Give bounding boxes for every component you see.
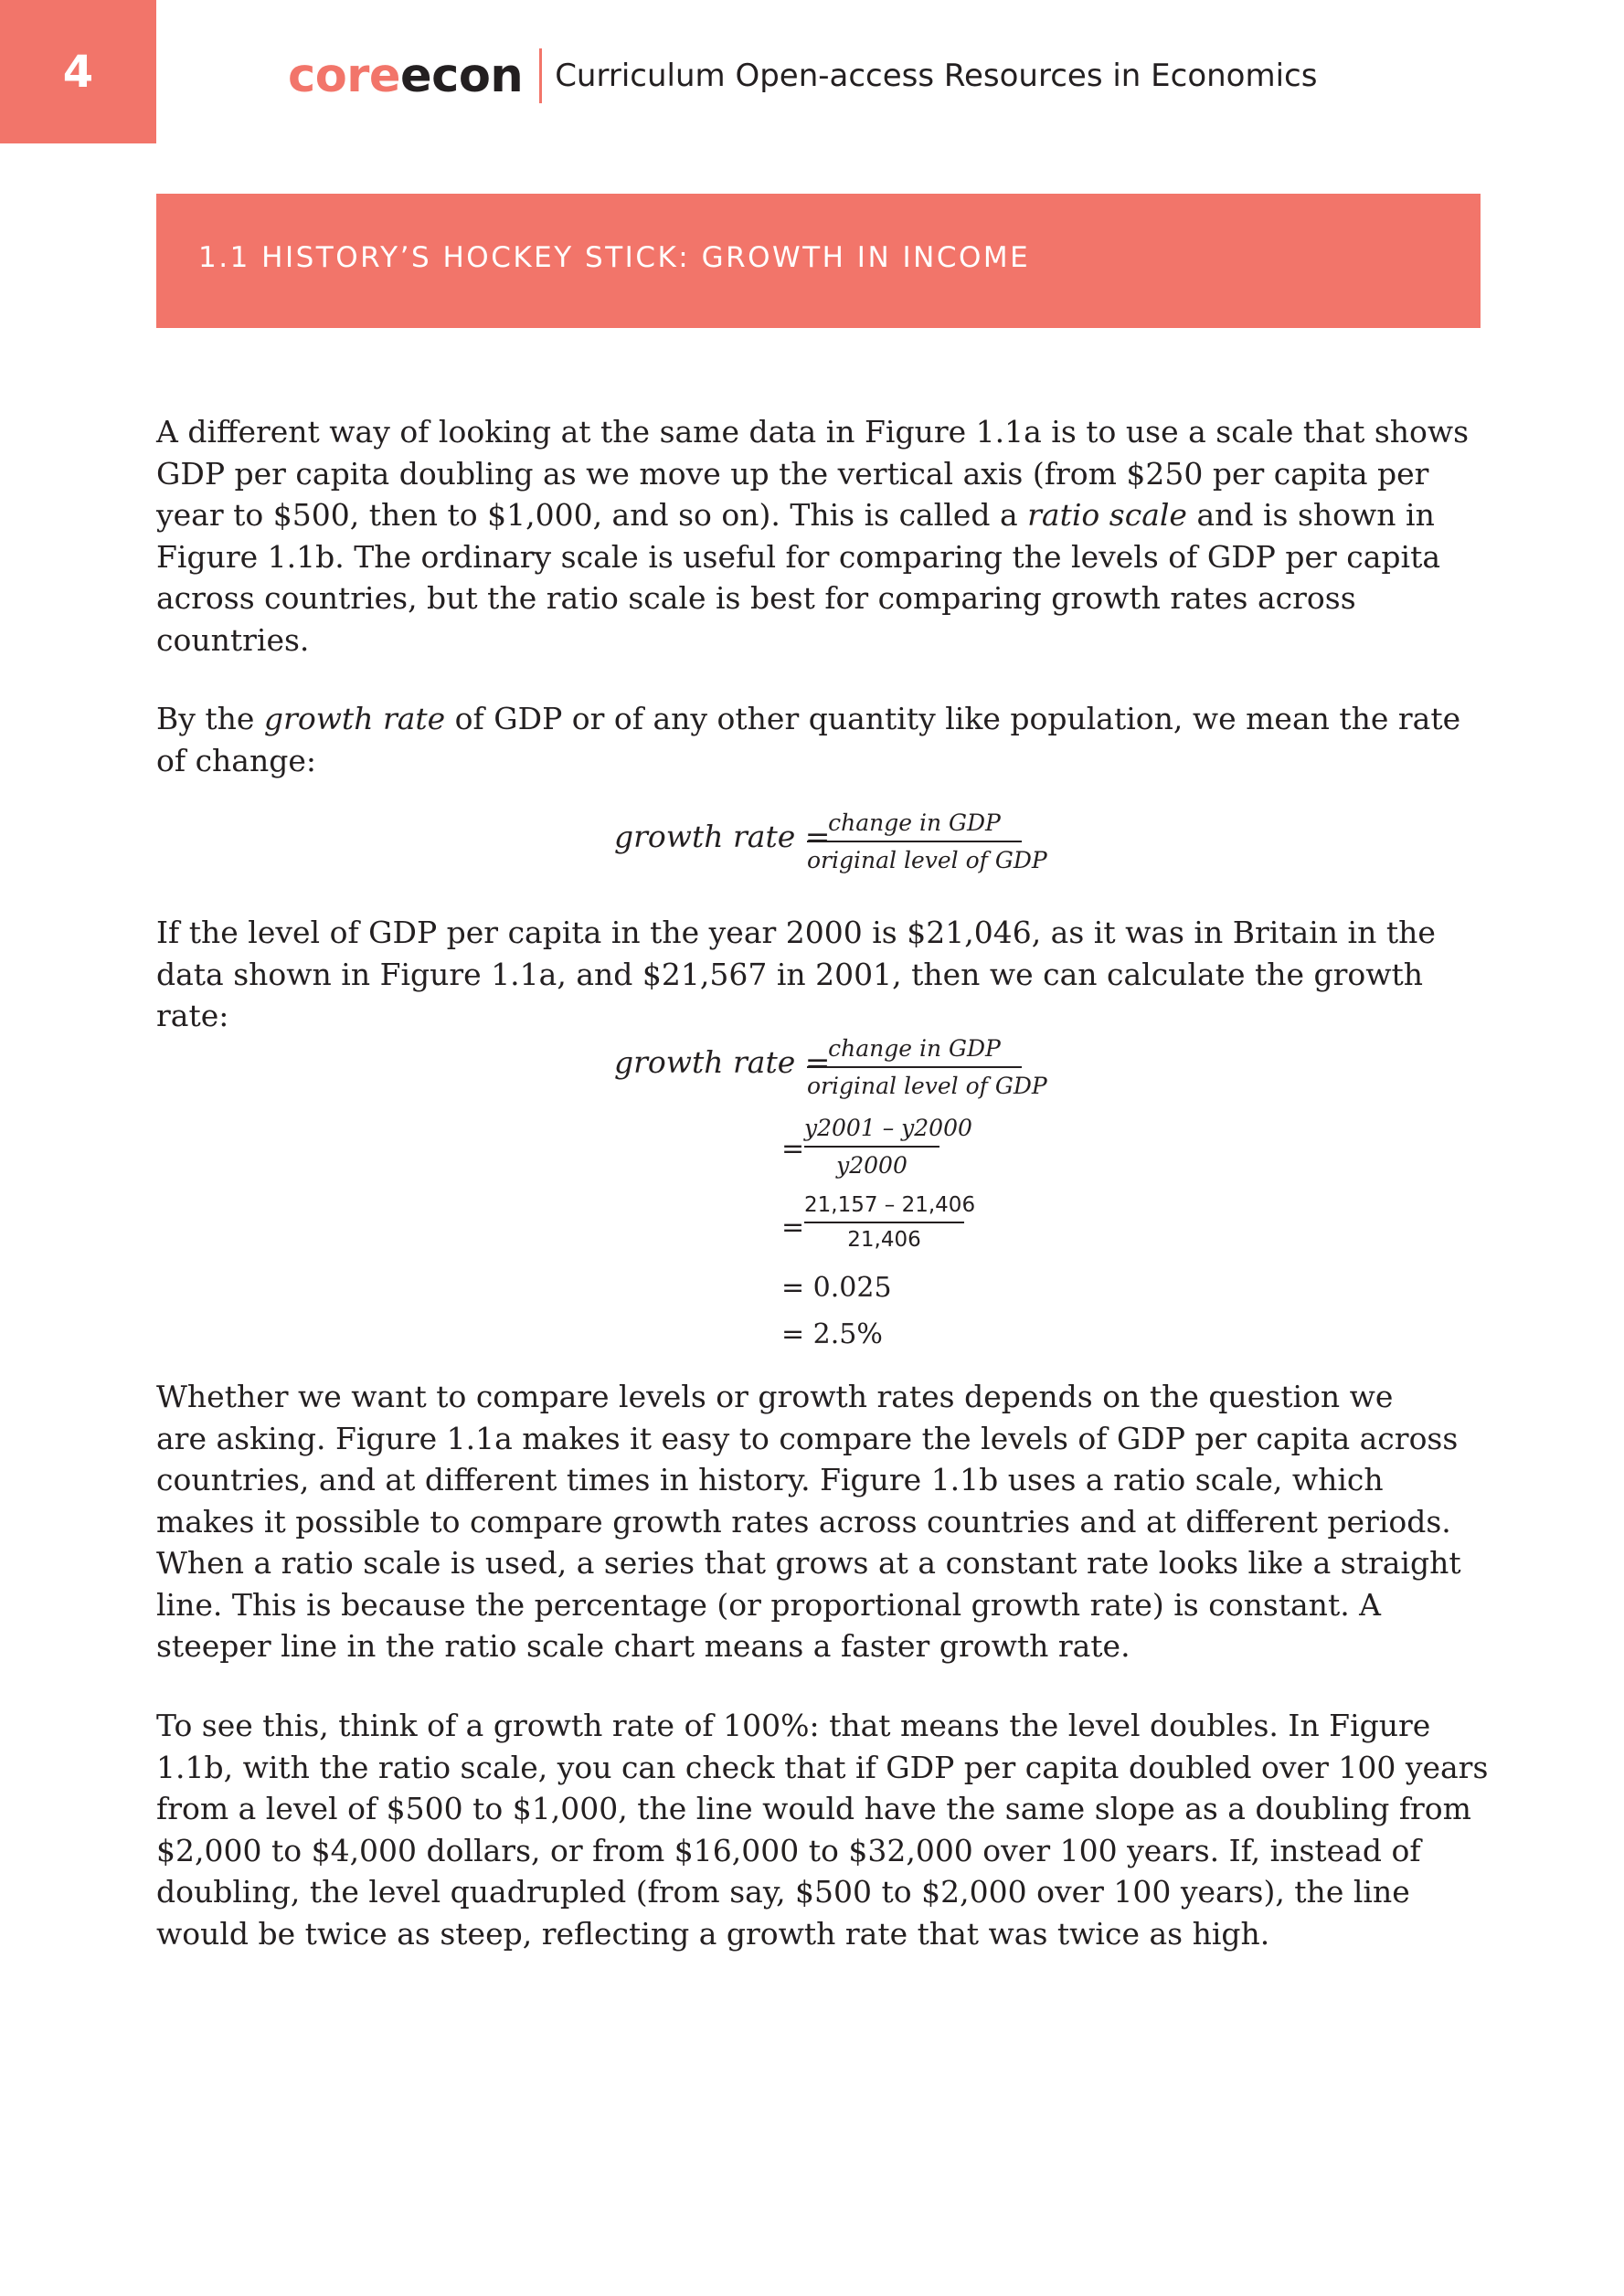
equation-1-fraction bbox=[807, 809, 1047, 873]
fraction-denominator: original level of GDP bbox=[807, 847, 1047, 873]
equation-result-percent: = 2.5% bbox=[781, 1318, 883, 1350]
paragraph-ratio-scale: A different way of looking at the same data in Figure 1.1a is to use a scale that shows GDP per capita doubling as we move up the vertical axis (from $250 per capita per year to $500, then to $1,000, and so on). This is called a ratio scale and is shown in Figure 1.1b. The ordinary scale is useful for comparing the levels of GDP per capita across countries, but the ratio scale is best for comparing growth rates across countries. bbox=[156, 414, 1470, 658]
page-number: 4 bbox=[0, 0, 156, 143]
section-title: 1.1 HISTORY’S HOCKEY STICK: GROWTH IN INCOME bbox=[198, 241, 1031, 274]
equation-equals-1: = bbox=[781, 1133, 805, 1165]
paragraph-levels-vs-growth: Whether we want to compare levels or growth rates depends on the question we are asking. Figure 1.1a makes it easy to compare the levels of GDP per capita across countries, and at different times in history. Figure 1.1b uses a ratio scale, which makes it possible to compare growth rates across countries and at different periods. When a ratio scale is used, a series that grows at a constant rate looks like a straight line. This is because the percentage (or proportional growth rate) is constant. A steeper line in the ratio scale chart means a faster growth rate. bbox=[156, 1379, 1461, 1664]
paragraph-doubling-example: To see this, think of a growth rate of 100%: that means the level doubles. In Figure 1.1b, with the ratio scale, you can check that if GDP per capita doubled over 100 years from a level of $500 to $1,000, the line would have the same slope as a doubling from $2,000 to $4,000 dollars, or from $16,000 to $32,000 over 100 years. If, instead of doubling, the level quadrupled (from say, $500 to $2,000 over 100 years), the line would be twice as steep, reflecting a growth rate that was twice as high. bbox=[156, 1708, 1489, 1952]
fraction-numerator: change in GDP bbox=[807, 809, 1022, 842]
fraction-numerator: change in GDP bbox=[807, 1035, 1022, 1068]
paragraph-growth-rate-definition: By the growth rate of GDP or of any other quantity like population, we mean the rate of change: bbox=[156, 701, 1461, 778]
equation-2-fraction bbox=[807, 1035, 1047, 1099]
equation-2-lhs: growth rate = bbox=[614, 1044, 831, 1080]
paragraph-britain-example: If the level of GDP per capita in the year 2000 is $21,046, as it was in Britain in the data shown in Figure 1.1a, and $21,567 in 2001, then we can calculate the growth rate: bbox=[156, 915, 1436, 1033]
equation-symbolic-fraction bbox=[804, 1115, 972, 1179]
equation-numeric-fraction bbox=[804, 1193, 976, 1252]
equation-equals-2: = bbox=[781, 1211, 805, 1243]
coreecon-logo: coreecon bbox=[288, 48, 524, 103]
header-divider bbox=[539, 48, 542, 103]
header-tagline: Curriculum Open-access Resources in Economics bbox=[555, 58, 1318, 94]
header bbox=[288, 44, 1317, 108]
fraction-denominator: y2000 bbox=[836, 1152, 908, 1179]
section-banner bbox=[156, 194, 1481, 328]
fraction-numerator: y2001 – y2000 bbox=[804, 1115, 939, 1148]
fraction-numerator: 21,157 – 21,406 bbox=[804, 1193, 964, 1223]
fraction-denominator: 21,406 bbox=[847, 1228, 921, 1252]
equation-result-decimal: = 0.025 bbox=[781, 1272, 892, 1304]
fraction-denominator: original level of GDP bbox=[807, 1073, 1047, 1099]
equation-1-lhs: growth rate = bbox=[614, 819, 831, 854]
